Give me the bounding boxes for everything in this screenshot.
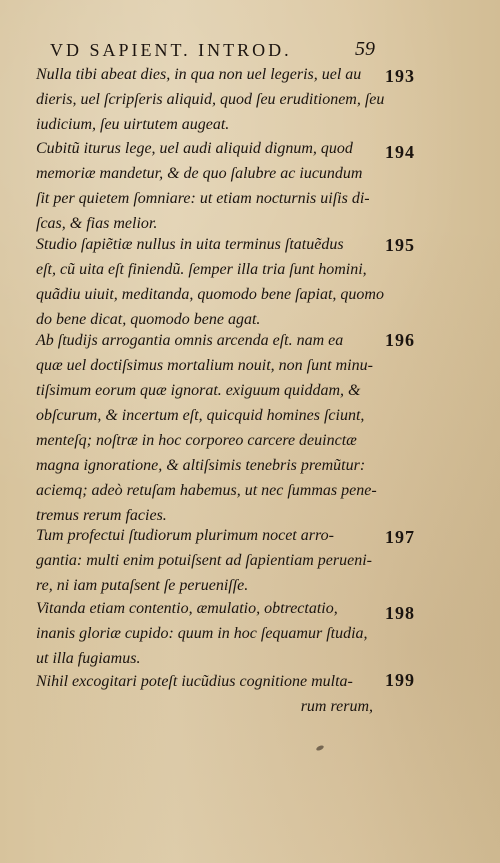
entry-number: 199 [385,670,415,690]
entry-line: magna ignoratione, & altiſsimis tenebris premũtur: [36,457,366,474]
entry-line: Studio ſapiẽtiæ nullus in uita terminus ſtatuẽdus [36,236,344,253]
entry-line: rum rerum, [300,698,373,715]
entry-line: Vitanda etiam contentio, æmulatio, obtrectatio, [36,600,338,617]
entry-197 [36,523,381,598]
entry-line: memoriæ mandetur, & de quo ſalubre ac iucundum [36,165,363,182]
page-number: 59 [355,38,375,60]
entry-195 [36,232,384,332]
entry-number: 198 [385,603,415,623]
entry-line: dieris, uel ſcripſeris aliquid, quod ſeu eruditionem, ſeu [36,91,385,108]
entry-line: quãdiu uiuit, meditanda, quomodo bene ſapiat, quomo [36,286,384,303]
entry-line: menteſq; noſtræ in hoc corporeo carcere deuinctæ [36,432,357,449]
entry-line: ſit per quietem ſomniare: ut etiam nocturnis uiſis di- [36,190,370,207]
entry-number: 194 [385,142,415,162]
entry-number: 193 [385,66,415,86]
entry-line: Ab ſtudijs arrogantia omnis arcenda eſt. nam ea [36,332,344,349]
ink-speck [316,744,325,751]
entry-line: quæ uel doctiſsimus mortalium nouit, non ſunt minu- [36,357,373,374]
entry-line: obſcurum, & incertum eſt, quicquid homines ſciunt, [36,407,365,424]
entry-line: ut illa fugiamus. [36,650,141,667]
entry-line: re, ni iam putaſsent ſe perueniſſe. [36,577,249,594]
entry-line: iudicium, ſeu uirtutem augeat. [36,116,230,133]
entry-line: Nulla tibi abeat dies, in qua non uel legeris, uel au [36,66,362,83]
running-head: VD SAPIENT. INTROD. [50,40,292,60]
entry-line: gantia: multi enim potuiſsent ad ſapientiam perueni- [36,552,372,569]
entry-line: tiſsimum eorum quæ ignorat. exiguum quiddam, & [36,382,361,399]
entry-198 [36,596,381,671]
entry-193 [36,62,385,137]
entry-194 [36,136,381,236]
entry-line: inanis gloriæ cupido: quum in hoc ſequamur ſtudia, [36,625,368,642]
entry-line: eſt, cũ uita eſt finiendũ. ſemper illa tria ſunt homini, [36,261,367,278]
entry-number: 196 [385,330,415,350]
entry-line: do bene dicat, quomodo bene agat. [36,311,261,328]
entry-line: Cubitũ iturus lege, uel audi aliquid dignum, quod [36,140,353,157]
entry-199 [36,669,381,719]
entry-line: aciemq; adeò retuſam habemus, ut nec ſummas pene- [36,482,377,499]
entry-line: ſcas, & fias melior. [36,215,158,232]
entry-line: tremus rerum facies. [36,507,167,524]
entry-number: 197 [385,527,415,547]
entry-number: 195 [385,235,415,255]
entry-196 [36,328,381,528]
entry-line: Tum profectui ſtudiorum plurimum nocet arro- [36,527,334,544]
entry-line: Nihil excogitari poteſt iucũdius cognitione multa- [36,673,353,690]
